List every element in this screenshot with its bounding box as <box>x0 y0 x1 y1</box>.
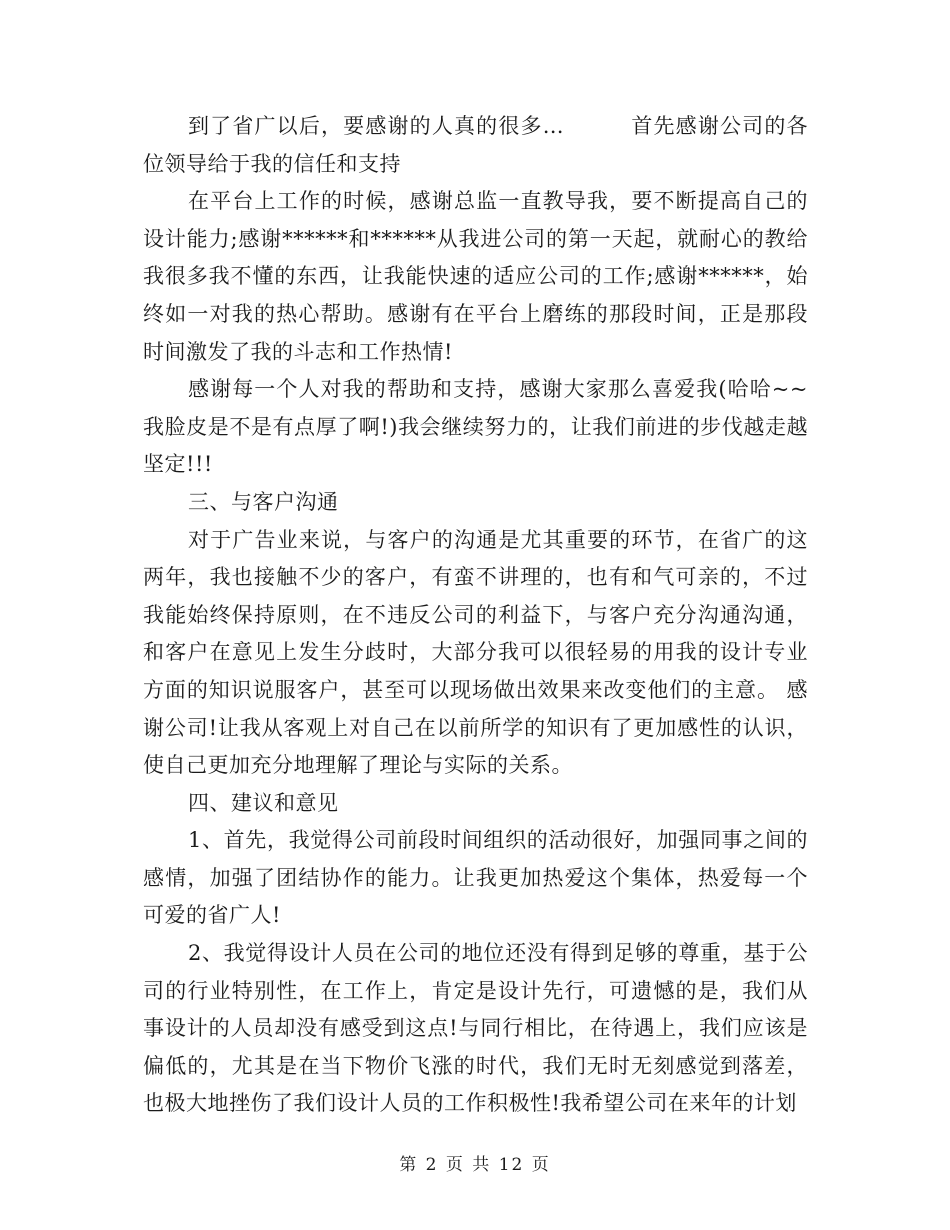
suggestion-item-2: 2、我觉得设计人员在公司的地位还没有得到足够的尊重，基于公司的行业特别性，在工作上，肯定是设计先行，可遗憾的是，我们从事设计的人员却没有感受到这点!与同行相比，在待遇上，我们应该是偏低的，尤其是在当下物价飞涨的时代，我们无时无刻感觉到落差，也极大地挫伤了我们设计人员的工作积极性!我希望公司在来年的计划 <box>143 941 808 1116</box>
page-number-footer: 第 2 页 共 12 页 <box>399 1155 551 1175</box>
paragraph-client-communication: 对于广告业来说，与客户的沟通是尤其重要的环节，在省广的这两年，我也接触不少的客户，有蛮不讲理的，也有和气可亲的，不过我能始终保持原则，在不违反公司的利益下，与客户充分沟通沟通，和客户在意见上发生分歧时，大部分我可以很轻易的用我的设计专业方面的知识说服客户，甚至可以现场做出效果来改变他们的主意。 感谢公司!让我从客观上对自己在以前所学的知识有了更加感性的认识，使自己更加充分地理解了理论与实际的关系。 <box>143 527 808 778</box>
suggestion-item-1: 1、首先，我觉得公司前段时间组织的活动很好，加强同事之间的感情，加强了团结协作的能力。让我更加热爱这个集体，热爱每一个可爱的省广人! <box>143 828 808 928</box>
paragraph-thanks-leaders: 到了省广以后，要感谢的人真的很多… 首先感谢公司的各位领导给于我的信任和支持 <box>143 114 808 176</box>
paragraph-thanks-everyone: 感谢每一个人对我的帮助和支持，感谢大家那么喜爱我(哈哈~~我脸皮是不是有点厚了啊!)我会继续努力的，让我们前进的步伐越走越坚定!!! <box>143 377 808 477</box>
paragraph-platform-work: 在平台上工作的时候，感谢总监一直教导我，要不断提高自己的设计能力;感谢******和******从我进公司的第一天起，就耐心的教给我很多我不懂的东西，让我能快速的适应公司的工作;感谢******，始终如一对我的热心帮助。感谢有在平台上磨练的那段时间，正是那段时间激发了我的斗志和工作热情! <box>143 189 808 364</box>
document-body <box>143 108 808 1123</box>
section-heading-suggestions: 四、建议和意见 <box>188 790 339 815</box>
section-heading-client-communication: 三、与客户沟通 <box>188 489 339 514</box>
